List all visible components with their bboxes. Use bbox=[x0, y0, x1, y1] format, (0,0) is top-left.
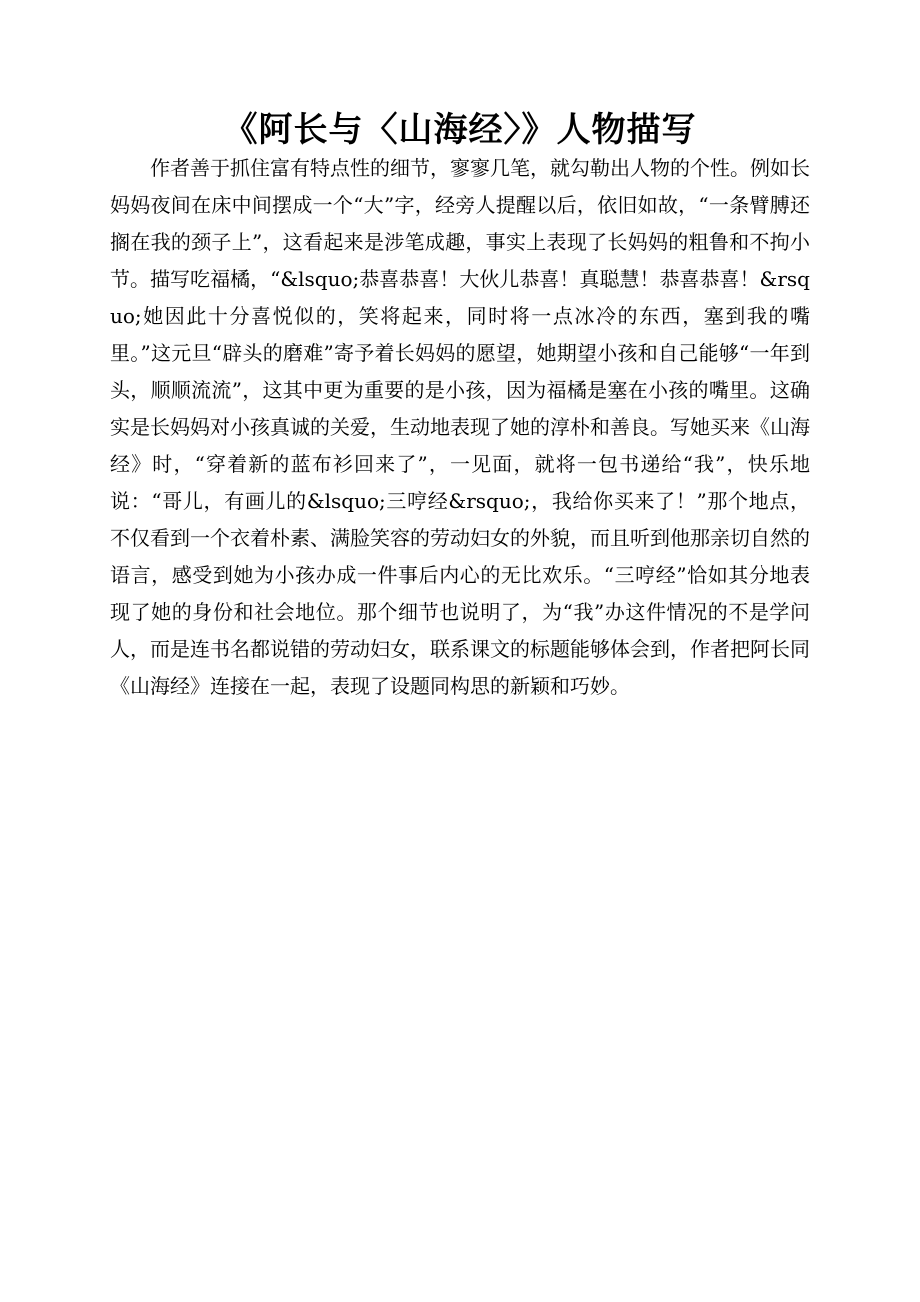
document-title: 《阿长与〈山海经〉》人物描写 bbox=[223, 110, 697, 150]
document-paragraph: 作者善于抓住富有特点性的细节，寥寥几笔，就勾勒出人物的个性。例如长妈妈夜间在床中间摆成一个“大”字，经旁人提醒以后，依旧如故，“一条臂膊还搁在我的颈子上”，这看起来是涉笔成趣，事实上表现了长妈妈的粗鲁和不拘小节。描写吃福橘，“&lsquo;恭喜恭喜！大伙儿恭喜！真聪慧！恭喜恭喜！&rsquo;她因此十分喜悦似的，笑将起来，同时将一点冰冷的东西，塞到我的嘴里。”这元旦“辟头的磨难”寄予着长妈妈的愿望，她期望小孩和自己能够“一年到头，顺顺流流”，这其中更为重要的是小孩，因为福橘是塞在小孩的嘴里。这确实是长妈妈对小孩真诚的关爱，生动地表现了她的淳朴和善良。写她买来《山海经》时，“穿着新的蓝布衫回来了”，一见面，就将一包书递给“我”，快乐地说：“哥儿，有画儿的&lsquo;三哼经&rsquo;，我给你买来了！”那个地点，不仅看到一个衣着朴素、满脸笑容的劳动妇女的外貌，而且听到他那亲切自然的语言，感受到她为小孩办成一件事后内心的无比欢乐。“三哼经”恰如其分地表现了她的身份和社会地位。那个细节也说明了，为“我”办这件情况的不是学问人，而是连书名都说错的劳动妇女，联系课文的标题能够体会到，作者把阿长同《山海经》连接在一起，表现了设题同构思的新颖和巧妙。 bbox=[110, 156, 810, 698]
